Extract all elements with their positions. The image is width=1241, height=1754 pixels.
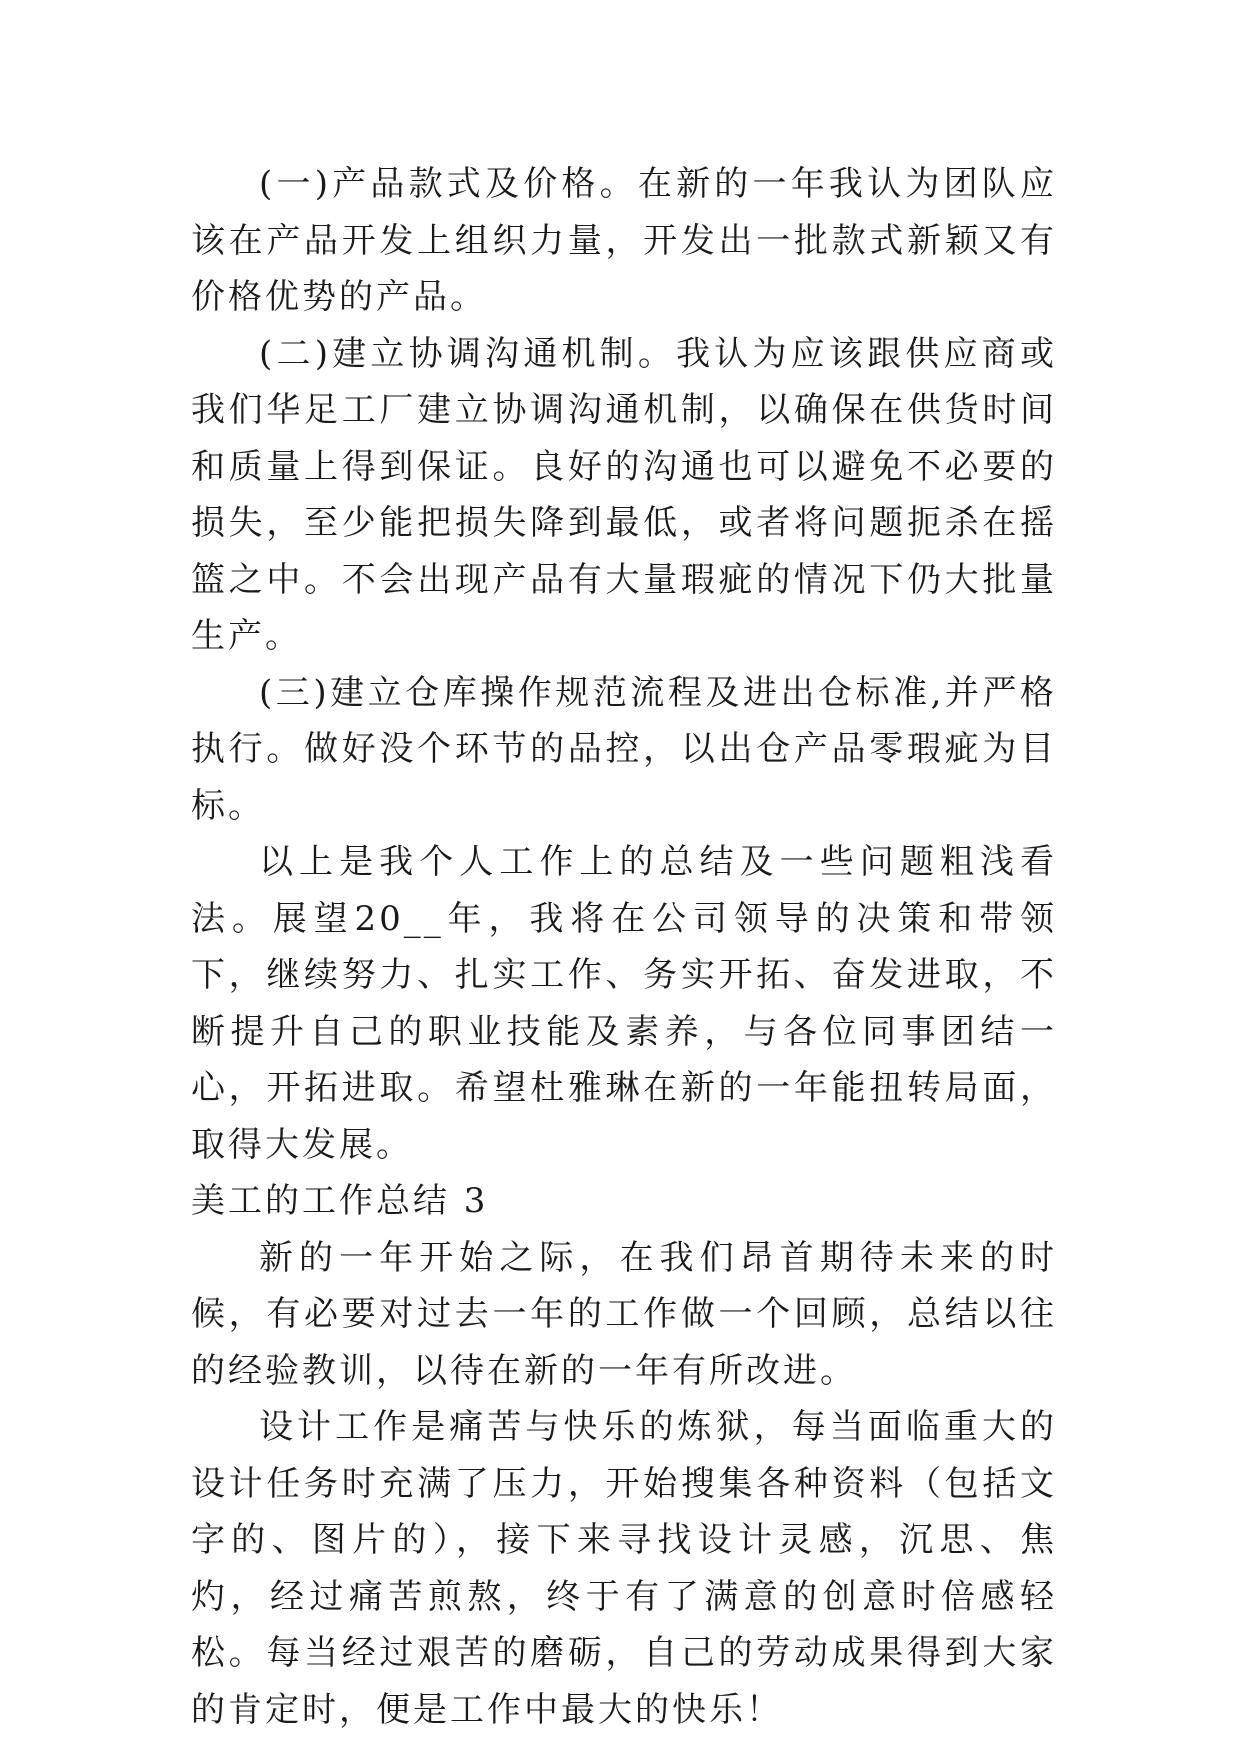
paragraph-summary-outlook: 以上是我个人工作上的总结及一些问题粗浅看法。展望20__年，我将在公司领导的决策和带领下，继续努力、扎实工作、务实开拓、奋发进取，不断提升自己的职业技能及素养，与各位同事团结一心，开拓进取。希望杜雅琳在新的一年能扭转局面，取得大发展。 <box>191 842 1057 1165</box>
paragraph-new-year-review: 新的一年开始之际，在我们昂首期待未来的时候，有必要对过去一年的工作做一个回顾，总结以往的经验教训，以待在新的一年有所改进。 <box>191 1237 1057 1391</box>
paragraph-design-work: 设计工作是痛苦与快乐的炼狱，每当面临重大的设计任务时充满了压力，开始搜集各种资料（包括文字的、图片的），接下来寻找设计灵感，沉思、焦灼，经过痛苦煎熬，终于有了满意的创意时倍感轻松。每当经过艰苦的磨砺，自己的劳动成果得到大家的肯定时，便是工作中最大的快乐！ <box>191 1407 1057 1730</box>
section-heading: 美工的工作总结 3 <box>191 1181 489 1221</box>
paragraph-warehouse-standards: (三)建立仓库操作规范流程及进出仓标准,并严格执行。做好没个环节的品控，以出仓产品零瑕疵为目标。 <box>191 672 1057 826</box>
paragraph-communication-mechanism: (二)建立协调沟通机制。我认为应该跟供应商或我们华足工厂建立协调沟通机制，以确保在供货时间和质量上得到保证。良好的沟通也可以避免不必要的损失，至少能把损失降到最低，或者将问题扼杀在摇篮之中。不会出现产品有大量瑕疵的情况下仍大批量生产。 <box>191 333 1057 656</box>
document-body <box>191 156 1057 1738</box>
paragraph-product-style-price: (一)产品款式及价格。在新的一年我认为团队应该在产品开发上组织力量，开发出一批款式新颖又有价格优势的产品。 <box>191 164 1057 317</box>
